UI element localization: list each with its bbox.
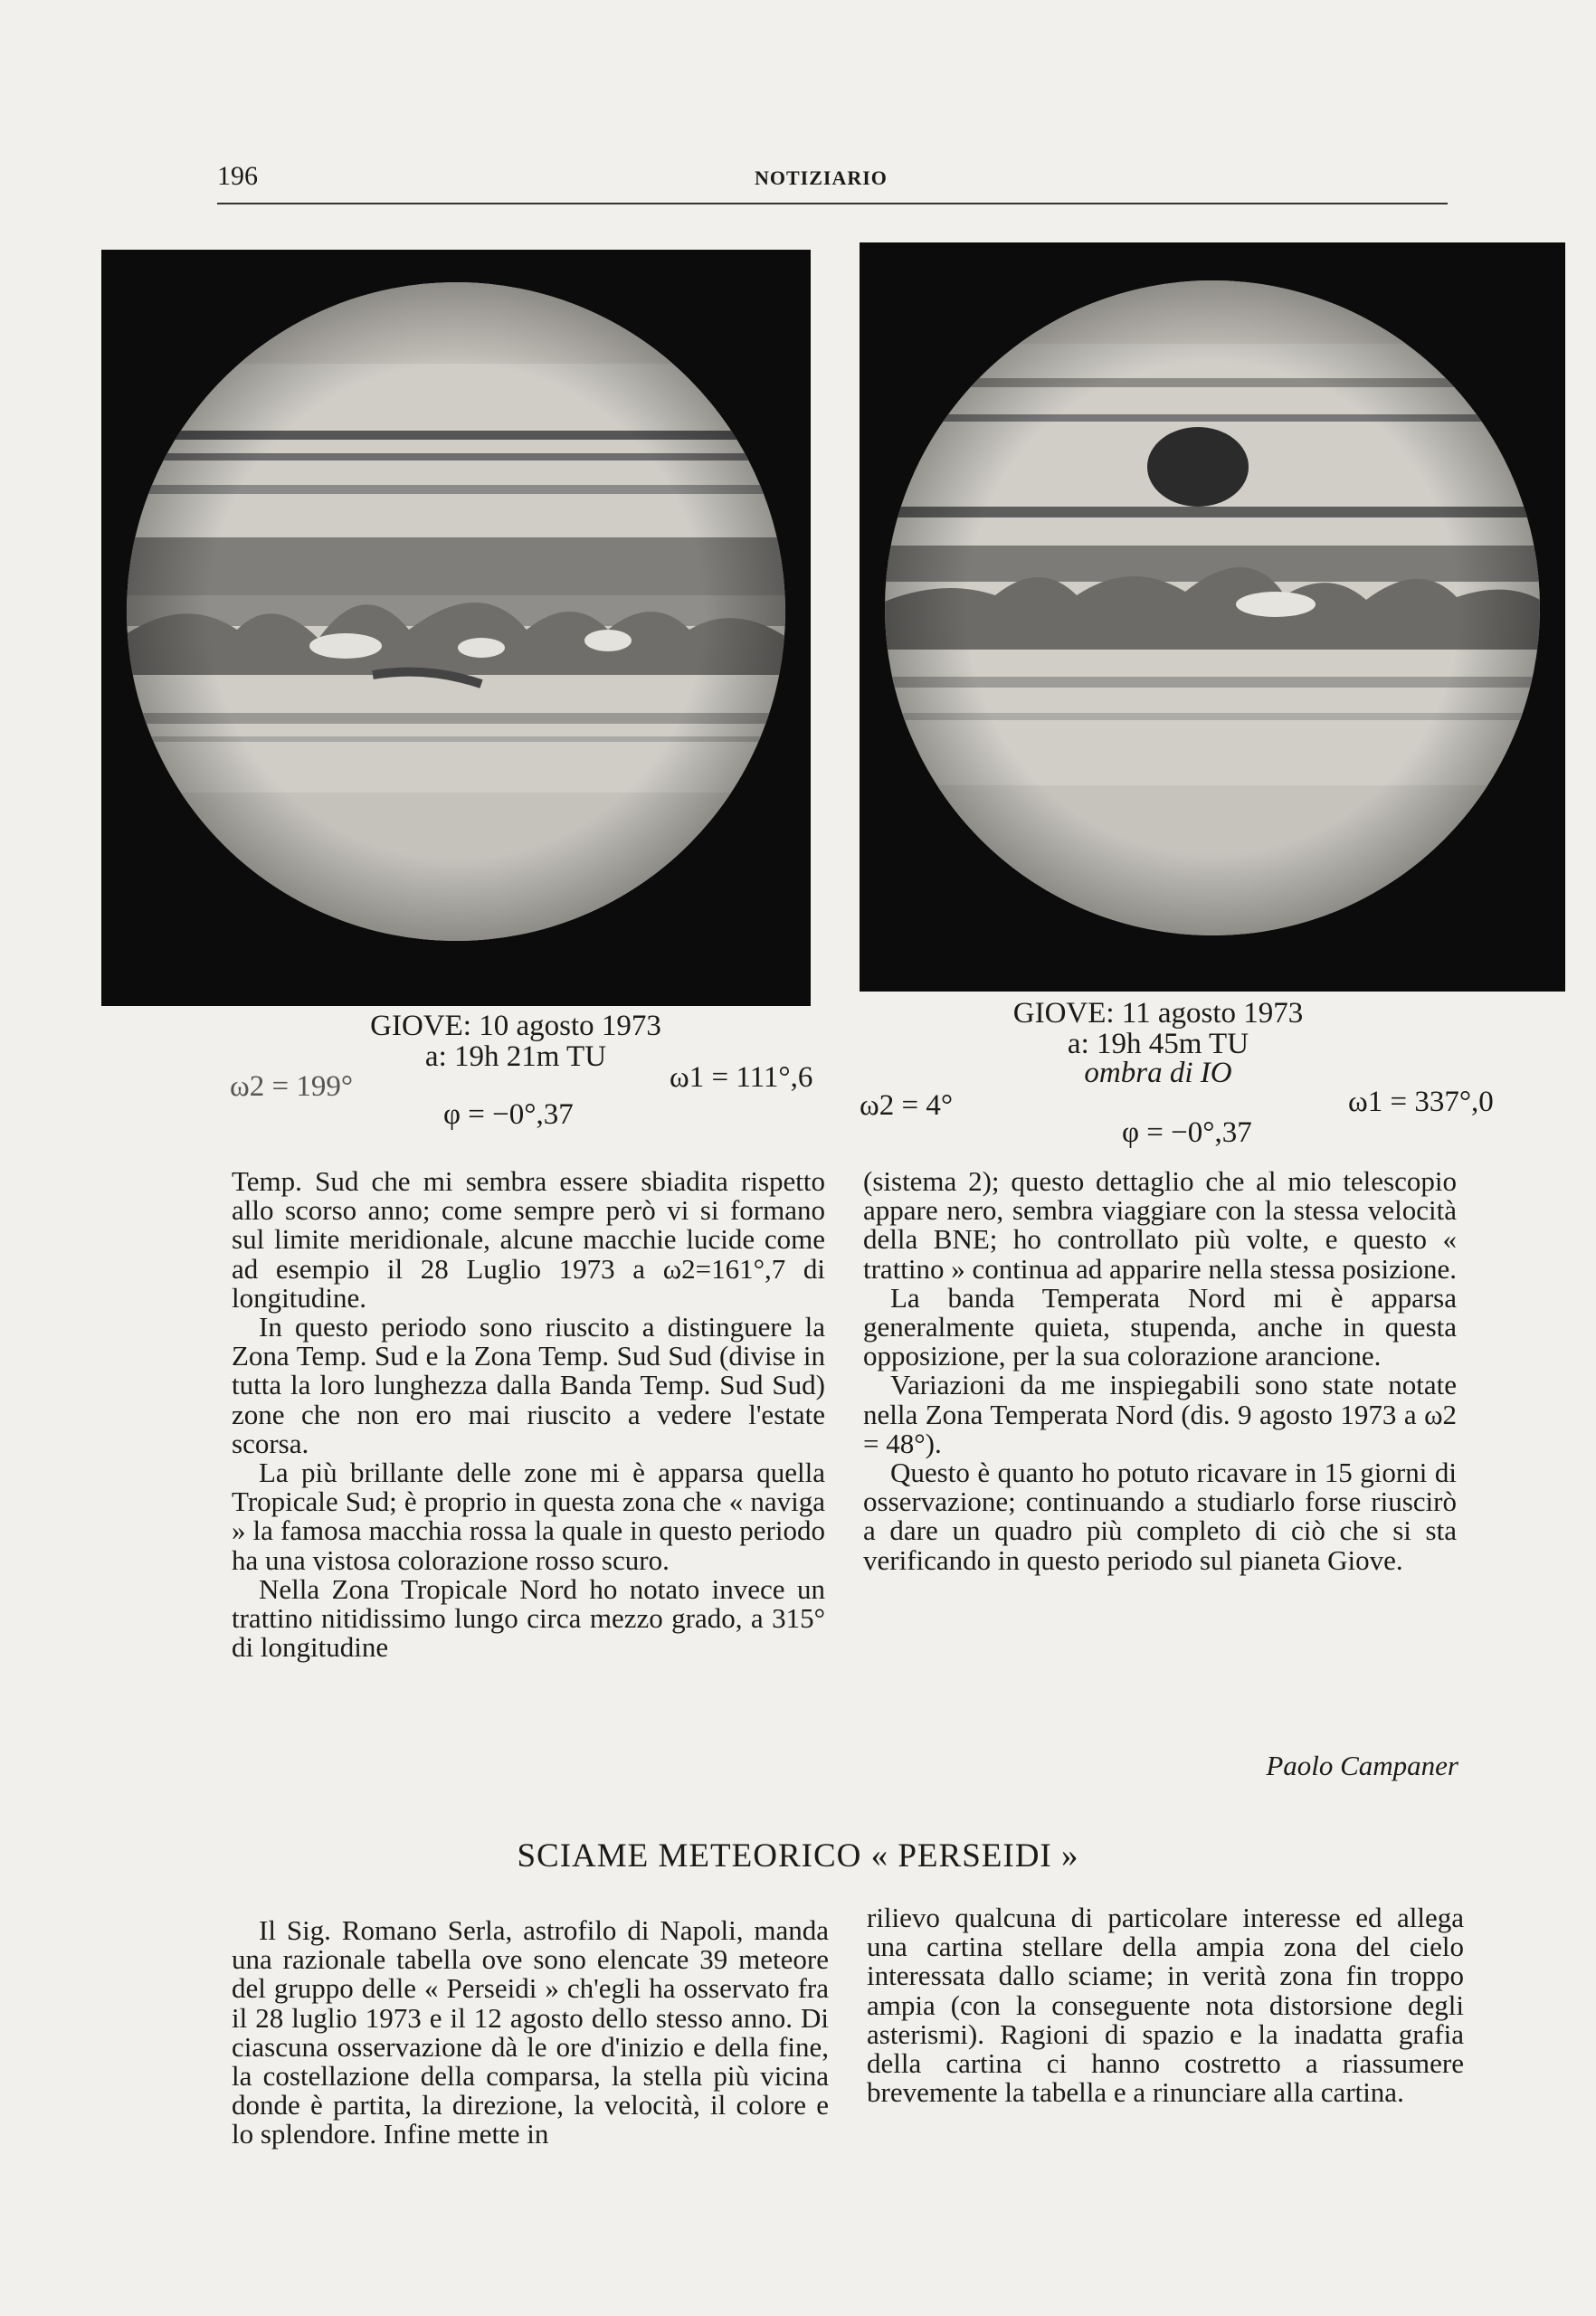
jupiter-drawing-11-august <box>860 242 1565 992</box>
right-caption-time: a: 19h 45m TU <box>1067 1028 1249 1060</box>
article-column-right <box>863 1167 1457 1575</box>
page-number: 196 <box>217 161 258 191</box>
section-title: SCIAME METEORICO « PERSEIDI » <box>517 1837 1079 1875</box>
author-signature: Paolo Campaner <box>1266 1750 1458 1781</box>
left-caption-omega2: ω2 = 199° <box>230 1070 354 1103</box>
paragraph: rilievo qualcuna di particolare interesse ed allega una cartina stellare della ampia zona del cielo interessata dallo sciame; in verità zona fin troppo ampia (con la conseguente nota distorsione degli asterismi). Ragioni di spazio e la inadatta grafia della cartina ci hanno costretto a riassumere brevemente la tabella e a rinunciare alla cartina. <box>867 1902 1464 2109</box>
left-caption-omega1: ω1 = 111°,6 <box>670 1061 813 1094</box>
jupiter-drawing-10-august <box>101 250 811 1006</box>
page-header <box>217 161 1448 204</box>
paragraph: (sistema 2); questo dettaglio che al mio telescopio appare nero, sembra viaggiare con la stessa velocità della BNE; ho controllato più volte, e questo « trattino » continua ad apparire nella stessa posizione. <box>863 1165 1457 1285</box>
right-caption-title: GIOVE: 11 agosto 1973 <box>1012 997 1304 1030</box>
paragraph: In questo periodo sono riuscito a distinguere la Zona Temp. Sud e la Zona Temp. Sud Sud (divise in tutta la loro lunghezza dalla Banda Temp. Sud Sud) zone che non ero mai riuscito a vedere l'estate scorsa. <box>232 1311 825 1459</box>
paragraph: Temp. Sud che mi sembra essere sbiadita rispetto allo scorso anno; come sempre però vi si formano sul limite meridionale, alcune macchie lucide come ad esempio il 28 Luglio 1973 a ω2=161°,7 di longitudine. <box>232 1165 825 1314</box>
paragraph: Il Sig. Romano Serla, astrofilo di Napoli, manda una razionale tabella ove sono elencate 39 meteore del gruppo delle « Perseidi » ch'egli ha osservato fra il 28 luglio 1973 e il 12 agosto dello stesso anno. Di ciascuna osservazione dà le ore d'inizio e della fine, la costellazione della comparsa, la stella più vicina donde è partita, la direzione, la velocità, il colore e lo splendore. Infine mette in <box>232 1914 829 2150</box>
left-caption-title: GIOVE: 10 agosto 1973 <box>370 1010 661 1042</box>
article-column-left <box>232 1167 825 1662</box>
running-head: NOTIZIARIO <box>755 166 888 189</box>
paragraph: Questo è quanto ho potuto ricavare in 15 giorni di osservazione; continuando a studiarlo forse riuscirò a dare un quadro più completo di ciò che si sta verificando in questo periodo sul pianeta Giove. <box>863 1457 1457 1576</box>
paragraph: Nella Zona Tropicale Nord ho notato invece un trattino nitidissimo lungo circa mezzo grado, a 315° di longitudine <box>232 1572 825 1664</box>
left-caption-time: a: 19h 21m TU <box>424 1040 607 1073</box>
right-caption-omega2: ω2 = 4° <box>860 1089 954 1122</box>
section-column-right <box>867 1903 1464 2107</box>
right-caption-omega1: ω1 = 337°,0 <box>1348 1086 1494 1118</box>
paragraph: Variazioni da me inspiegabili sono state notate nella Zona Temperata Nord (dis. 9 agosto 1973 a ω2 = 48°). <box>863 1369 1457 1459</box>
paragraph: La più brillante delle zone mi è apparsa quella Tropicale Sud; è proprio in questa zona che « naviga » la famosa macchia rossa la quale in questo periodo ha una vistosa colorazione rosso scuro. <box>232 1457 825 1576</box>
right-caption-note: ombra di IO <box>1084 1057 1232 1089</box>
left-caption-phi: φ = −0°,37 <box>443 1098 574 1131</box>
right-caption-phi: φ = −0°,37 <box>1122 1116 1252 1149</box>
section-column-left <box>232 1916 829 2150</box>
paragraph: La banda Temperata Nord mi è apparsa generalmente quieta, stupenda, anche in questa opposizione, per la sua colorazione arancione. <box>863 1281 1457 1372</box>
